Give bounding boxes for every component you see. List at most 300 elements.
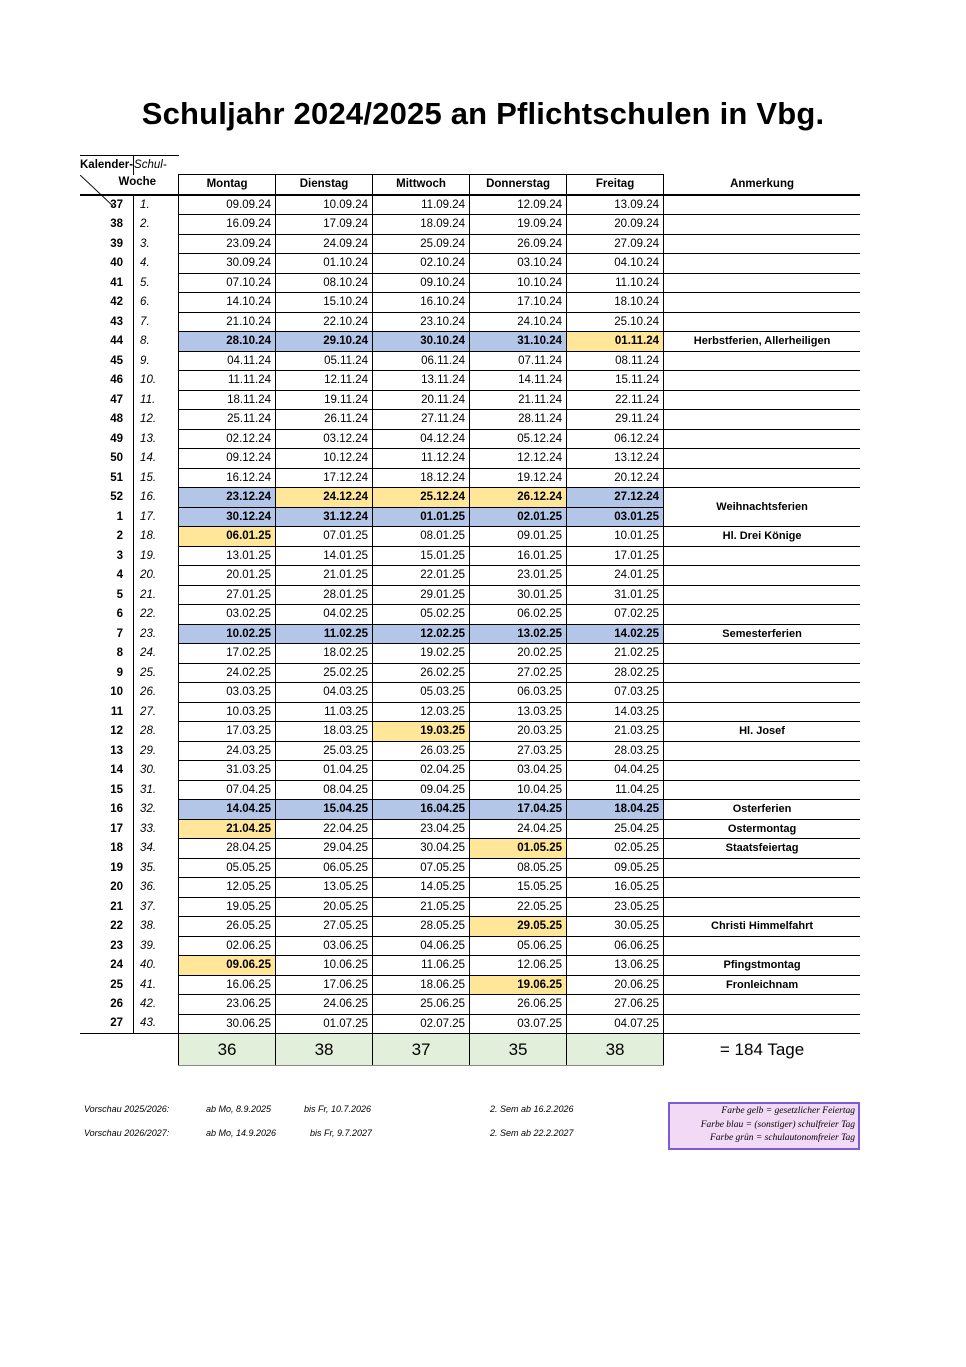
date-cell-montag: 12.05.25 [179, 878, 276, 898]
preview-2025-sem: 2. Sem ab 16.2.2026 [490, 1104, 574, 1114]
date-cell-freitag: 17.01.25 [567, 546, 664, 566]
date-cell-mittwoch: 04.06.25 [373, 936, 470, 956]
date-cell-montag: 13.01.25 [179, 546, 276, 566]
date-cell-freitag: 01.11.24 [567, 332, 664, 352]
date-cell-montag: 30.09.24 [179, 254, 276, 274]
calendar-week: 20 [110, 881, 124, 893]
date-cell-montag: 02.06.25 [179, 936, 276, 956]
date-cell-montag: 07.10.24 [179, 273, 276, 293]
date-cell-mittwoch: 30.10.24 [373, 332, 470, 352]
date-cell-mittwoch: 13.11.24 [373, 371, 470, 391]
date-cell-dienstag: 01.10.24 [276, 254, 373, 274]
date-cell-dienstag: 18.03.25 [276, 722, 373, 742]
school-week: 23. [134, 624, 179, 644]
school-week: 35. [134, 858, 179, 878]
preview-2026-from: ab Mo, 14.9.2026 [206, 1128, 277, 1138]
date-cell-donnerstag: 29.05.25 [470, 917, 567, 937]
date-cell-freitag: 16.05.25 [567, 878, 664, 898]
calendar-week: 24 [110, 959, 124, 971]
table-row [80, 605, 860, 625]
date-cell-donnerstag: 20.03.25 [470, 722, 567, 742]
date-cell-dienstag: 21.01.25 [276, 566, 373, 586]
date-cell-donnerstag: 19.09.24 [470, 215, 567, 235]
date-cell-donnerstag: 30.01.25 [470, 585, 567, 605]
table-row [80, 839, 860, 859]
date-cell-freitag: 08.11.24 [567, 351, 664, 371]
legend-yellow: Farbe gelb = gesetzlicher Feiertag [721, 1106, 855, 1116]
date-cell-montag: 05.05.25 [179, 858, 276, 878]
date-cell-freitag: 21.02.25 [567, 644, 664, 664]
date-cell-mittwoch: 01.01.25 [373, 507, 470, 527]
date-cell-dienstag: 01.04.25 [276, 761, 373, 781]
calendar-week: 15 [110, 783, 124, 796]
date-cell-freitag: 15.11.24 [567, 371, 664, 391]
table-row [80, 546, 860, 566]
date-cell-montag: 21.10.24 [179, 312, 276, 332]
date-cell-montag: 24.03.25 [179, 741, 276, 761]
school-week: 1. [134, 195, 179, 215]
date-cell-freitag: 07.03.25 [567, 683, 664, 703]
note-cell [664, 215, 861, 235]
date-cell-donnerstag: 19.06.25 [470, 975, 567, 995]
date-cell-donnerstag: 02.01.25 [470, 507, 567, 527]
note-cell [664, 546, 861, 566]
date-cell-donnerstag: 28.11.24 [470, 410, 567, 430]
total-days: = 184 Tage [664, 1034, 861, 1066]
date-cell-dienstag: 18.02.25 [276, 644, 373, 664]
note-cell: Weihnachtsferien [664, 488, 861, 527]
note-cell [664, 273, 861, 293]
school-week: 10. [134, 371, 179, 391]
school-week: 37. [134, 897, 179, 917]
calendar-week: 23 [110, 939, 124, 952]
calendar-week: 12 [110, 725, 124, 737]
table-row [80, 897, 860, 917]
date-cell-mittwoch: 11.09.24 [373, 195, 470, 215]
date-cell-freitag: 07.02.25 [567, 605, 664, 625]
note-cell [664, 897, 861, 917]
school-week: 43. [134, 1014, 179, 1034]
table-row [80, 273, 860, 293]
date-cell-freitag: 06.12.24 [567, 429, 664, 449]
calendar-week: 6 [116, 608, 124, 620]
date-cell-montag: 04.11.24 [179, 351, 276, 371]
date-cell-montag: 17.02.25 [179, 644, 276, 664]
date-cell-donnerstag: 15.05.25 [470, 878, 567, 898]
table-row [80, 975, 860, 995]
note-cell [664, 878, 861, 898]
date-cell-mittwoch: 25.12.24 [373, 488, 470, 508]
preview-2026-label: Vorschau 2026/2027: [84, 1128, 170, 1138]
table-row [80, 936, 860, 956]
school-week: 19. [134, 546, 179, 566]
note-cell [664, 605, 861, 625]
table-row [80, 527, 860, 547]
date-cell-mittwoch: 30.04.25 [373, 839, 470, 859]
date-cell-mittwoch: 22.01.25 [373, 566, 470, 586]
date-cell-montag: 30.12.24 [179, 507, 276, 527]
school-week: 32. [134, 800, 179, 820]
school-week: 21. [134, 585, 179, 605]
date-cell-dienstag: 10.09.24 [276, 195, 373, 215]
calendar-week: 25 [110, 978, 124, 991]
date-cell-freitag: 25.10.24 [567, 312, 664, 332]
school-week: 18. [134, 527, 179, 547]
date-cell-montag: 07.04.25 [179, 780, 276, 800]
date-cell-mittwoch: 20.11.24 [373, 390, 470, 410]
date-cell-montag: 09.09.24 [179, 195, 276, 215]
date-cell-freitag: 29.11.24 [567, 410, 664, 430]
date-cell-montag: 09.12.24 [179, 449, 276, 469]
date-cell-dienstag: 29.04.25 [276, 839, 373, 859]
date-cell-freitag: 18.04.25 [567, 800, 664, 820]
date-cell-mittwoch: 14.05.25 [373, 878, 470, 898]
header-montag: Montag [179, 175, 276, 195]
calendar-week: 7 [116, 627, 124, 640]
date-cell-dienstag: 07.01.25 [276, 527, 373, 547]
note-cell [664, 449, 861, 469]
date-cell-montag: 26.05.25 [179, 917, 276, 937]
date-cell-freitag: 30.05.25 [567, 917, 664, 937]
header-kalender: Kalender- [80, 156, 134, 175]
date-cell-donnerstag: 27.02.25 [470, 663, 567, 683]
table-row [80, 371, 860, 391]
date-cell-freitag: 04.10.24 [567, 254, 664, 274]
school-week: 12. [134, 410, 179, 430]
note-cell: Pfingstmontag [664, 956, 861, 976]
school-week: 14. [134, 449, 179, 469]
table-row [80, 702, 860, 722]
school-week: 2. [134, 215, 179, 235]
date-cell-mittwoch: 12.03.25 [373, 702, 470, 722]
calendar-body [80, 195, 860, 1034]
calendar-week: 16 [110, 803, 124, 815]
note-cell [664, 566, 861, 586]
header-woche: Woche [80, 175, 179, 195]
calendar-week: 42 [110, 296, 124, 308]
date-cell-donnerstag: 07.11.24 [470, 351, 567, 371]
calendar-week: 5 [116, 588, 124, 601]
date-cell-donnerstag: 08.05.25 [470, 858, 567, 878]
date-cell-montag: 20.01.25 [179, 566, 276, 586]
calendar-week: 45 [110, 354, 124, 367]
date-cell-dienstag: 11.02.25 [276, 624, 373, 644]
date-cell-mittwoch: 05.03.25 [373, 683, 470, 703]
date-cell-freitag: 09.05.25 [567, 858, 664, 878]
date-cell-donnerstag: 13.02.25 [470, 624, 567, 644]
date-cell-dienstag: 27.05.25 [276, 917, 373, 937]
date-cell-mittwoch: 16.10.24 [373, 293, 470, 313]
date-cell-mittwoch: 02.10.24 [373, 254, 470, 274]
date-cell-dienstag: 10.06.25 [276, 956, 373, 976]
calendar-week: 8 [116, 647, 124, 659]
calendar-week: 9 [116, 666, 124, 679]
date-cell-donnerstag: 17.10.24 [470, 293, 567, 313]
school-week: 24. [134, 644, 179, 664]
calendar-week: 52 [110, 491, 124, 503]
date-cell-donnerstag: 03.07.25 [470, 1014, 567, 1034]
date-cell-montag: 11.11.24 [179, 371, 276, 391]
school-week: 28. [134, 722, 179, 742]
date-cell-dienstag: 26.11.24 [276, 410, 373, 430]
calendar-week: 11 [110, 705, 124, 718]
school-week: 11. [134, 390, 179, 410]
date-cell-freitag: 13.12.24 [567, 449, 664, 469]
date-cell-montag: 19.05.25 [179, 897, 276, 917]
calendar-week: 19 [110, 861, 124, 874]
table-row [80, 410, 860, 430]
note-cell: Hl. Josef [664, 722, 861, 742]
date-cell-donnerstag: 19.12.24 [470, 468, 567, 488]
calendar-week: 17 [110, 822, 124, 835]
calendar-week: 3 [116, 549, 124, 562]
date-cell-mittwoch: 11.06.25 [373, 956, 470, 976]
table-row [80, 468, 860, 488]
calendar-week: 13 [110, 744, 124, 757]
date-cell-dienstag: 04.03.25 [276, 683, 373, 703]
date-cell-dienstag: 05.11.24 [276, 351, 373, 371]
date-cell-montag: 03.02.25 [179, 605, 276, 625]
school-week: 7. [134, 312, 179, 332]
calendar-week: 38 [110, 218, 124, 230]
date-cell-freitag: 27.06.25 [567, 995, 664, 1015]
calendar-week: 46 [110, 374, 124, 386]
calendar-week: 44 [110, 335, 124, 347]
date-cell-freitag: 27.09.24 [567, 234, 664, 254]
date-cell-dienstag: 24.12.24 [276, 488, 373, 508]
note-cell [664, 780, 861, 800]
date-cell-dienstag: 13.05.25 [276, 878, 373, 898]
note-cell: Christi Himmelfahrt [664, 917, 861, 937]
date-cell-montag: 25.11.24 [179, 410, 276, 430]
note-cell [664, 761, 861, 781]
calendar-week: 51 [110, 471, 124, 484]
school-week: 8. [134, 332, 179, 352]
preview-2025-label: Vorschau 2025/2026: [84, 1104, 170, 1114]
school-week: 39. [134, 936, 179, 956]
date-cell-montag: 23.12.24 [179, 488, 276, 508]
school-week: 27. [134, 702, 179, 722]
note-cell [664, 390, 861, 410]
school-week: 13. [134, 429, 179, 449]
date-cell-freitag: 28.02.25 [567, 663, 664, 683]
note-cell [664, 936, 861, 956]
school-week: 22. [134, 605, 179, 625]
table-row [80, 722, 860, 742]
legend-green: Farbe grün = schulautonomfreier Tag [709, 1133, 855, 1143]
date-cell-donnerstag: 06.03.25 [470, 683, 567, 703]
date-cell-montag: 10.02.25 [179, 624, 276, 644]
date-cell-dienstag: 17.12.24 [276, 468, 373, 488]
date-cell-mittwoch: 19.02.25 [373, 644, 470, 664]
note-cell [664, 1014, 861, 1034]
date-cell-mittwoch: 09.04.25 [373, 780, 470, 800]
table-row [80, 585, 860, 605]
date-cell-montag: 10.03.25 [179, 702, 276, 722]
date-cell-dienstag: 15.04.25 [276, 800, 373, 820]
calendar-week: 43 [110, 315, 124, 328]
date-cell-freitag: 23.05.25 [567, 897, 664, 917]
calendar-week: 50 [110, 452, 124, 464]
date-cell-mittwoch: 27.11.24 [373, 410, 470, 430]
date-cell-freitag: 20.12.24 [567, 468, 664, 488]
header-anmerkung: Anmerkung [664, 175, 861, 195]
date-cell-mittwoch: 21.05.25 [373, 897, 470, 917]
date-cell-donnerstag: 12.06.25 [470, 956, 567, 976]
date-cell-freitag: 13.06.25 [567, 956, 664, 976]
date-cell-donnerstag: 06.02.25 [470, 605, 567, 625]
table-row [80, 1014, 860, 1034]
date-cell-freitag: 21.03.25 [567, 722, 664, 742]
date-cell-donnerstag: 14.11.24 [470, 371, 567, 391]
date-cell-montag: 03.03.25 [179, 683, 276, 703]
date-cell-freitag: 13.09.24 [567, 195, 664, 215]
date-cell-mittwoch: 16.04.25 [373, 800, 470, 820]
date-cell-montag: 24.02.25 [179, 663, 276, 683]
date-cell-montag: 16.09.24 [179, 215, 276, 235]
note-cell: Semesterferien [664, 624, 861, 644]
date-cell-freitag: 24.01.25 [567, 566, 664, 586]
date-cell-montag: 06.01.25 [179, 527, 276, 547]
date-cell-freitag: 11.04.25 [567, 780, 664, 800]
table-row [80, 858, 860, 878]
calendar-week: 39 [110, 237, 124, 250]
date-cell-dienstag: 03.06.25 [276, 936, 373, 956]
table-row [80, 761, 860, 781]
date-cell-dienstag: 11.03.25 [276, 702, 373, 722]
note-cell [664, 741, 861, 761]
date-cell-dienstag: 08.10.24 [276, 273, 373, 293]
date-cell-donnerstag: 16.01.25 [470, 546, 567, 566]
date-cell-donnerstag: 03.04.25 [470, 761, 567, 781]
date-cell-montag: 02.12.24 [179, 429, 276, 449]
note-cell [664, 293, 861, 313]
table-row [80, 819, 860, 839]
calendar-week: 41 [110, 276, 124, 289]
note-cell: Fronleichnam [664, 975, 861, 995]
date-cell-donnerstag: 17.04.25 [470, 800, 567, 820]
school-week: 15. [134, 468, 179, 488]
note-cell: Staatsfeiertag [664, 839, 861, 859]
date-cell-mittwoch: 02.07.25 [373, 1014, 470, 1034]
date-cell-donnerstag: 22.05.25 [470, 897, 567, 917]
table-row [80, 741, 860, 761]
note-cell [664, 234, 861, 254]
calendar-week: 4 [116, 569, 124, 581]
school-week: 42. [134, 995, 179, 1015]
date-cell-mittwoch: 18.09.24 [373, 215, 470, 235]
date-cell-mittwoch: 07.05.25 [373, 858, 470, 878]
note-cell [664, 254, 861, 274]
date-cell-donnerstag: 12.12.24 [470, 449, 567, 469]
school-week: 20. [134, 566, 179, 586]
page-title: Schuljahr 2024/2025 an Pflichtschulen in Vbg. [141, 96, 825, 131]
total-dienstag: 38 [276, 1034, 373, 1066]
note-cell [664, 410, 861, 430]
calendar-week: 47 [110, 393, 124, 406]
table-row [80, 234, 860, 254]
date-cell-mittwoch: 09.10.24 [373, 273, 470, 293]
table-row [80, 390, 860, 410]
date-cell-montag: 14.10.24 [179, 293, 276, 313]
date-cell-mittwoch: 08.01.25 [373, 527, 470, 547]
calendar-week: 18 [110, 842, 124, 854]
school-week: 9. [134, 351, 179, 371]
note-cell: Herbstferien, Allerheiligen [664, 332, 861, 352]
note-cell [664, 585, 861, 605]
note-cell [664, 429, 861, 449]
date-cell-montag: 21.04.25 [179, 819, 276, 839]
note-cell [664, 351, 861, 371]
date-cell-mittwoch: 06.11.24 [373, 351, 470, 371]
note-cell [664, 371, 861, 391]
date-cell-dienstag: 24.06.25 [276, 995, 373, 1015]
note-cell [664, 858, 861, 878]
date-cell-freitag: 25.04.25 [567, 819, 664, 839]
header-freitag: Freitag [567, 175, 664, 195]
color-legend [668, 1102, 860, 1150]
calendar-week: 14 [110, 764, 124, 776]
school-week: 3. [134, 234, 179, 254]
date-cell-dienstag: 08.04.25 [276, 780, 373, 800]
date-cell-mittwoch: 23.10.24 [373, 312, 470, 332]
table-row [80, 449, 860, 469]
date-cell-donnerstag: 31.10.24 [470, 332, 567, 352]
date-cell-dienstag: 12.11.24 [276, 371, 373, 391]
note-cell: Osterferien [664, 800, 861, 820]
note-cell [664, 644, 861, 664]
note-cell [664, 683, 861, 703]
totals-row [80, 1034, 860, 1066]
date-cell-mittwoch: 25.09.24 [373, 234, 470, 254]
date-cell-freitag: 20.06.25 [567, 975, 664, 995]
date-cell-donnerstag: 05.06.25 [470, 936, 567, 956]
date-cell-freitag: 27.12.24 [567, 488, 664, 508]
date-cell-dienstag: 19.11.24 [276, 390, 373, 410]
date-cell-dienstag: 17.09.24 [276, 215, 373, 235]
school-week: 36. [134, 878, 179, 898]
calendar-week: 26 [110, 998, 124, 1010]
table-row [80, 332, 860, 352]
date-cell-dienstag: 25.02.25 [276, 663, 373, 683]
date-cell-freitag: 28.03.25 [567, 741, 664, 761]
school-week: 41. [134, 975, 179, 995]
date-cell-montag: 16.06.25 [179, 975, 276, 995]
table-row [80, 312, 860, 332]
table-row [80, 644, 860, 664]
date-cell-dienstag: 10.12.24 [276, 449, 373, 469]
date-cell-mittwoch: 26.03.25 [373, 741, 470, 761]
table-row [80, 995, 860, 1015]
date-cell-donnerstag: 12.09.24 [470, 195, 567, 215]
note-cell [664, 312, 861, 332]
date-cell-dienstag: 17.06.25 [276, 975, 373, 995]
school-week: 29. [134, 741, 179, 761]
calendar-week: 37 [110, 198, 124, 211]
legend-blue: Farbe blau = (sonstiger) schulfreier Tag [700, 1119, 855, 1130]
preview-2026-to: bis Fr, 9.7.2027 [310, 1128, 373, 1138]
date-cell-donnerstag: 23.01.25 [470, 566, 567, 586]
date-cell-montag: 28.04.25 [179, 839, 276, 859]
date-cell-mittwoch: 11.12.24 [373, 449, 470, 469]
date-cell-mittwoch: 29.01.25 [373, 585, 470, 605]
header-donnerstag: Donnerstag [470, 175, 567, 195]
date-cell-donnerstag: 20.02.25 [470, 644, 567, 664]
table-row [80, 800, 860, 820]
date-cell-dienstag: 14.01.25 [276, 546, 373, 566]
table-row [80, 683, 860, 703]
school-week: 30. [134, 761, 179, 781]
